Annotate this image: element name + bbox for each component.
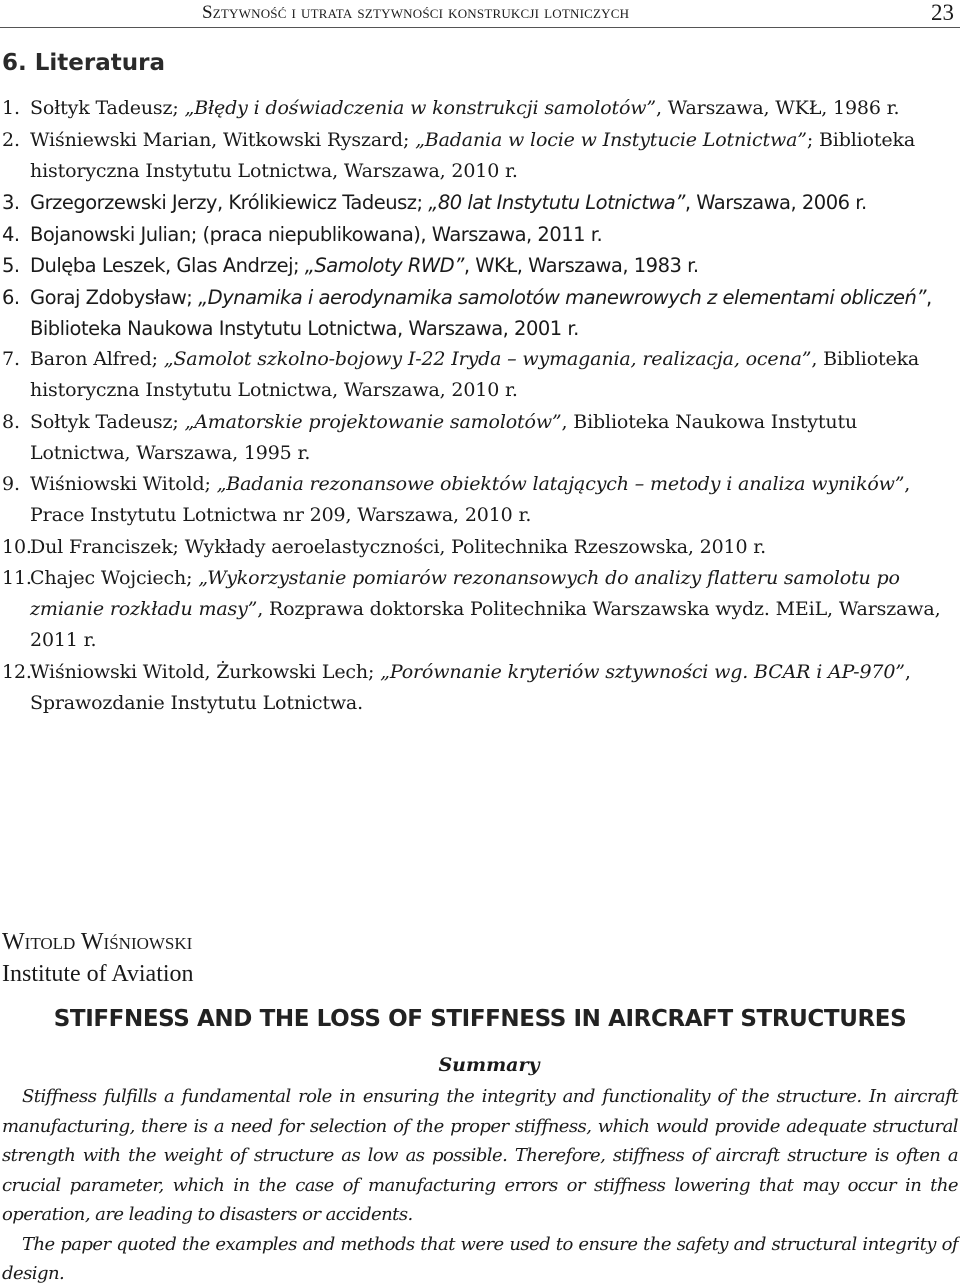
summary-heading: Summary [438,1054,540,1076]
reference-number: 1. [2,97,20,119]
reference-details: , WKŁ, Warszawa, 1983 r. [463,254,699,277]
reference-item [0,532,960,563]
reference-title: „Porównanie kryteriów sztywności wg. BCAR i AP-970” [380,660,905,683]
reference-item [0,187,960,218]
reference-details: , Prace Instytutu Lotnictwa nr 209, Warszawa, 2010 r. [30,473,911,526]
reference-author: Dulęba Leszek, Glas Andrzej; [30,254,305,277]
reference-item [0,282,960,344]
running-header [0,0,960,28]
reference-number: 6. [2,285,20,309]
reference-title: „Amatorskie projektowanie samolotów” [184,410,562,433]
reference-title: „Samoloty RWD” [304,254,464,277]
reference-author: Goraj Zdobysław; [30,285,199,309]
reference-item [0,563,960,656]
reference-author: Sołtyk Tadeusz; [30,97,185,119]
reference-number: 3. [2,191,20,214]
author-affiliation: Institute of Aviation [2,961,194,987]
reference-author: Chajec Wojciech; [30,567,199,589]
reference-title: „Samolot szkolno-bojowy I-22 Iryda – wymagania, realizacja, ocena” [163,348,812,370]
running-title: Sztywność i utrata sztywności konstrukcji lotniczych [202,2,630,23]
reference-details: , Warszawa, WKŁ, 1986 r. [655,97,900,119]
reference-title: „Badania w locie w Instytucie Lotnictwa” [415,128,807,151]
reference-item [0,407,960,469]
reference-author: Dul Franciszek; Wykłady aeroelastyczności, Politechnika Rzeszowska, 2010 r. [30,535,767,558]
reference-item [0,250,960,281]
abstract [2,1082,958,1288]
reference-author: Wiśniowski Witold, Żurkowski Lech; [30,660,381,683]
reference-list [0,93,960,719]
abstract-paragraph: The paper quoted the examples and methods that were used to ensure the safety and structural integrity of design. [2,1233,958,1284]
reference-item [0,219,960,250]
reference-details: , Sprawozdanie Instytutu Lotnictwa. [30,660,911,714]
reference-number: 10. [2,535,32,558]
reference-author: Wiśniewski Marian, Witkowski Ryszard; [30,128,416,151]
reference-author: Baron Alfred; [30,348,164,370]
reference-author: Grzegorzewski Jerzy, Królikiewicz Tadeusz; [30,191,429,214]
abstract-paragraph: Stiffness fulfills a fundamental role in ensuring the integrity and functionality of the structure. In aircraft manufacturing, there is a need for selection of the proper stiffness, which would provide adequate structural strength with the weight of structure as low as possible. Therefore, stiffness of aircraft structure is often a crucial parameter, which in the case of manufacturing errors or stiffness lowering that may occur in the operation, are leading to disasters or accidents. [2,1086,958,1225]
reference-number: 4. [2,222,20,246]
author-name: Witold Wiśniowski [2,929,193,955]
reference-details: , Rozprawa doktorska Politechnika Warszawska wydz. MEiL, Warszawa, 2011 r. [30,598,941,651]
reference-title: „80 lat Instytutu Lotnictwa” [428,191,685,214]
english-title: STIFFNESS AND THE LOSS OF STIFFNESS IN AIRCRAFT STRUCTURES [53,1006,907,1032]
author-block [2,927,194,989]
reference-author: Wiśniowski Witold; [30,473,217,495]
reference-item [0,344,960,406]
reference-details: , Biblioteka Naukowa Instytutu Lotnictwa, Warszawa, 2001 r. [30,285,932,340]
reference-details: , Biblioteka Naukowa Instytutu Lotnictwa, Warszawa, 1995 r. [30,410,858,464]
reference-item [0,657,960,719]
reference-number: 5. [2,254,20,277]
reference-number: 7. [2,348,20,370]
reference-title: „Wykorzystanie pomiarów rezonansowych do analizy flatteru samolotu po zmianie rozkładu masy” [30,567,900,620]
section-heading: 6. Literatura [2,50,165,76]
reference-number: 9. [2,473,20,495]
reference-number: 8. [2,410,20,433]
reference-item [0,469,960,531]
reference-author: Sołtyk Tadeusz; [30,410,185,433]
reference-number: 2. [2,128,20,151]
reference-title: „Błędy i doświadczenia w konstrukcji samolotów” [184,97,656,119]
reference-number: 11. [2,567,32,589]
reference-title: „Badania rezonansowe obiektów latających – metody i analiza wyników” [216,473,905,495]
reference-details: , Biblioteka historyczna Instytutu Lotnictwa, Warszawa, 2010 r. [30,348,920,401]
reference-author: Bojanowski Julian; (praca niepublikowana), Warszawa, 2011 r. [30,222,603,246]
reference-details: , Warszawa, 2006 r. [684,191,867,214]
page-number: 23 [931,0,954,25]
reference-details: ; Biblioteka historyczna Instytutu Lotnictwa, Warszawa, 2010 r. [30,128,915,182]
reference-number: 12. [2,660,32,683]
reference-item [0,93,960,124]
reference-title: „Dynamika i aerodynamika samolotów manewrowych z elementami obliczeń” [198,285,927,309]
reference-item [0,125,960,187]
